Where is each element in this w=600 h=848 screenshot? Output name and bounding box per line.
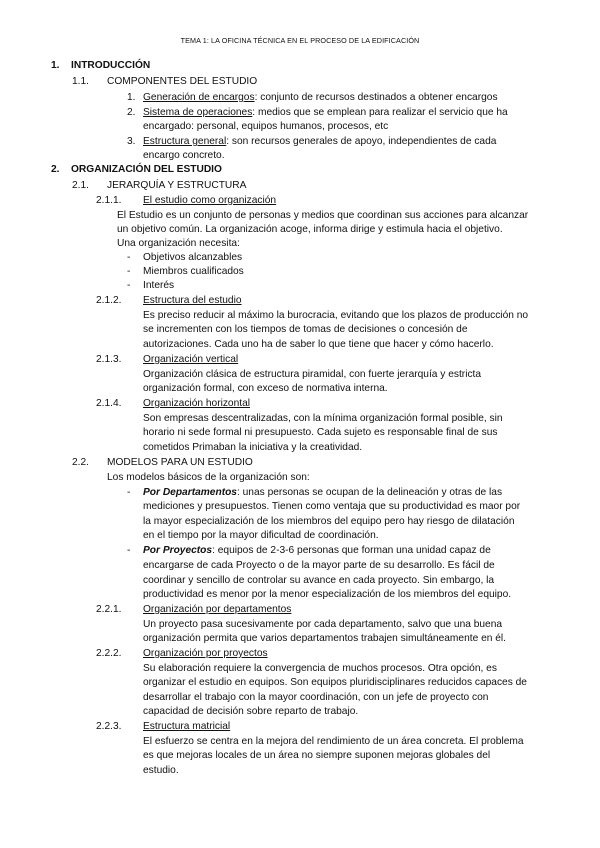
section-2-1-3-title: Organización vertical xyxy=(143,354,239,365)
section-2-1-title: JERARQUÍA Y ESTRUCTURA xyxy=(107,180,247,191)
section-1-number: 1. xyxy=(51,60,60,71)
list-text: : conjunto de recursos destinados a obtener encargos xyxy=(254,92,498,103)
bullet-item: Interés xyxy=(143,280,175,291)
section-1-1-title: COMPONENTES DEL ESTUDIO xyxy=(107,76,258,87)
paragraph-line: desarrollar el trabajo con la mayor coordinación, con un jefe de proyecto con xyxy=(143,692,489,703)
list-term: Estructura general xyxy=(143,136,227,147)
section-1-1-number: 1.1. xyxy=(72,76,89,87)
list-text: : son recursos generales de apoyo, independientes de cada xyxy=(226,136,497,147)
section-2-1-3-number: 2.1.3. xyxy=(96,354,122,365)
list-number: 2. xyxy=(127,107,136,118)
paragraph-line: es que mejoras locales de un área no siempre suponen mejoras globales del xyxy=(143,750,491,761)
paragraph-line: mediciones y presupuestos. Tienen como ventaja que su productividad es maor por xyxy=(143,501,521,512)
bullet-marker: - xyxy=(127,487,131,498)
section-2-2-2-number: 2.2.2. xyxy=(96,648,122,659)
paragraph-line: organización permita que varios departamentos trabajen simultáneamente en él. xyxy=(143,633,506,644)
paragraph-line: en el tiempo por la mayor dificultad de coordinación. xyxy=(143,530,379,541)
section-2-title: ORGANIZACIÓN DEL ESTUDIO xyxy=(71,164,222,175)
list-text-cont: encargo concreto. xyxy=(143,150,225,161)
model-term: Por Proyectos xyxy=(143,545,213,556)
section-2-2-number: 2.2. xyxy=(72,457,89,468)
paragraph-line: encargarse de cada Proyecto o de la mayor parte de su desarrollo. Es fácil de xyxy=(143,560,495,571)
model-item xyxy=(143,544,491,558)
list-term: Sistema de operaciones xyxy=(143,107,253,118)
model-text: : unas personas se ocupan de la delineación y otras de las xyxy=(236,487,503,498)
section-2-1-2-number: 2.1.2. xyxy=(96,295,122,306)
section-2-2-3-title: Estructura matricial xyxy=(143,721,231,732)
paragraph-line: Organización clásica de estructura piramidal, con fuerte jerarquía y estricta xyxy=(143,369,482,380)
bullet-item: Objetivos alcanzables xyxy=(143,252,243,263)
bullet-marker: - xyxy=(127,266,131,277)
section-2-number: 2. xyxy=(51,164,60,175)
model-item xyxy=(143,486,502,500)
section-2-1-4-number: 2.1.4. xyxy=(96,398,122,409)
paragraph-line: estudio. xyxy=(143,765,179,776)
paragraph-line: El esfuerzo se centra en la mejora del rendimiento de un área concreta. El problema xyxy=(143,736,524,747)
section-2-1-2-title: Estructura del estudio xyxy=(143,295,242,306)
section-1-title: INTRODUCCIÓN xyxy=(71,60,151,71)
list-text-cont: encargado: personal, equipos humanos, procesos, etc xyxy=(143,121,389,132)
section-2-2-title: MODELOS PARA UN ESTUDIO xyxy=(107,457,253,468)
paragraph-line: El Estudio es un conjunto de personas y medios que coordinan sus acciones para alcanzar xyxy=(117,210,529,221)
list-number: 3. xyxy=(127,136,136,147)
section-2-1-4-title: Organización horizontal xyxy=(143,398,251,409)
section-2-1-1-title: El estudio como organización xyxy=(143,195,277,206)
paragraph-line: Son empresas descentralizadas, con la mínima organización formal posible, sin xyxy=(143,413,503,424)
paragraph-line: horario ni sede formal ni presupuesto. Cada sujeto es responsable final de sus xyxy=(143,427,498,438)
list-item xyxy=(143,106,508,120)
bullet-item: Miembros cualificados xyxy=(143,266,244,277)
section-2-2-1-number: 2.2.1. xyxy=(96,604,122,615)
section-2-2-2-title: Organización por proyectos xyxy=(143,648,268,659)
list-number: 1. xyxy=(127,92,136,103)
section-2-2-1-title: Organización por departamentos xyxy=(143,604,292,615)
paragraph-line: Una organización necesita: xyxy=(117,238,240,249)
model-text: : equipos de 2-3-6 personas que forman una unidad capaz de xyxy=(212,545,491,556)
bullet-marker: - xyxy=(127,252,131,263)
paragraph-line: capacidad de decisión sobre reparto de trabajo. xyxy=(143,706,359,717)
paragraph-line: organización formal, con exceso de normativa interna. xyxy=(143,383,388,394)
model-term: Por Departamentos xyxy=(143,487,237,498)
list-term: Generación de encargos xyxy=(143,92,255,103)
paragraph-line: Los modelos básicos de la organización son: xyxy=(107,472,310,483)
paragraph-line: se incrementen con los tiempos de tomas de decisiones o concesión de xyxy=(143,324,468,335)
paragraph-line: Su elaboración requiere la convergencia de muchos procesos. Otra opción, es xyxy=(143,663,497,674)
paragraph-line: organizar el estudio en equipos. Son equipos pluridisciplinares reducidos capaces de xyxy=(143,677,527,688)
list-item xyxy=(143,135,496,149)
page-header: TEMA 1: LA OFICINA TÉCNICA EN EL PROCESO DE LA EDIFICACIÓN xyxy=(180,36,420,45)
list-item xyxy=(143,91,498,105)
paragraph-line: la mayor especialización de los miembros del equipo pero hay riesgo de dilatación xyxy=(143,516,515,527)
paragraph-line: autorizaciones. Cada uno ha de saber lo que tiene que hacer y cómo hacerlo. xyxy=(143,339,494,350)
paragraph-line: un objetivo común. La organización acoge, informa dirige y estimula hacia el objetivo. xyxy=(117,224,503,235)
section-2-1-number: 2.1. xyxy=(72,180,89,191)
bullet-marker: - xyxy=(127,545,131,556)
list-text: : medios que se emplean para realizar el servicio que ha xyxy=(252,107,508,118)
section-2-1-1-number: 2.1.1. xyxy=(96,195,122,206)
section-2-2-3-number: 2.2.3. xyxy=(96,721,122,732)
paragraph-line: coordinar y sencillo de controlar su avance en cada proyecto. Sin embargo, la xyxy=(143,575,495,586)
paragraph-line: Un proyecto pasa sucesivamente por cada departamento, salvo que una buena xyxy=(143,619,503,630)
bullet-marker: - xyxy=(127,280,131,291)
paragraph-line: cometidos Primaban la iniciativa y la creatividad. xyxy=(143,442,363,453)
paragraph-line: Es preciso reducir al máximo la burocracia, evitando que los plazos de producción no xyxy=(143,310,529,321)
paragraph-line: productividad es menor por la menor especialización de los miembros del equipo. xyxy=(143,589,512,600)
